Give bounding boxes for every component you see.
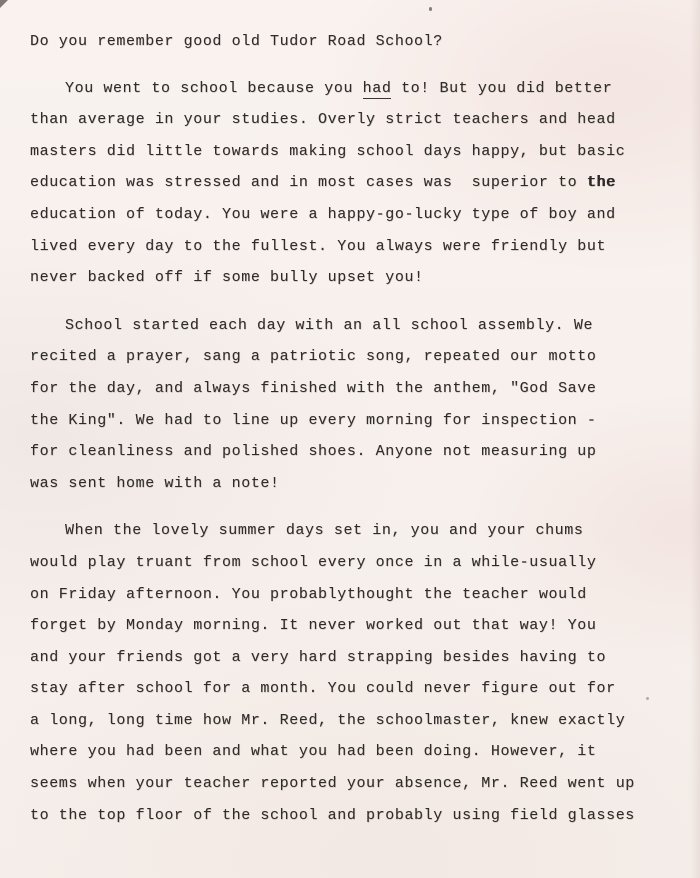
text-line: recited a prayer, sang a patriotic song, repeated our motto	[30, 348, 597, 366]
paragraph-2	[30, 310, 675, 500]
paper-edge-shading	[690, 0, 700, 878]
text-line: for cleanliness and polished shoes. Anyone not measuring up	[30, 443, 597, 461]
text-line: School started each day with an all school assembly. We	[65, 316, 594, 334]
overstruck-word: the	[586, 174, 616, 192]
text-line: would play truant from school every once in a while-usually	[30, 553, 597, 571]
text-line: where you had been and what you had been doing. However, it	[30, 743, 597, 761]
text-line: masters did little towards making school days happy, but basic	[30, 142, 626, 160]
page-content	[30, 26, 675, 831]
text-line: education of today. You were a happy-go-lucky type of boy and	[30, 205, 616, 223]
text-line: forget by Monday morning. It never worked out that way! You	[30, 617, 597, 635]
line-segment: You went to school because you	[65, 79, 363, 97]
text-line: seems when your teacher reported your absence, Mr. Reed went up	[30, 775, 635, 793]
text-line: stay after school for a month. You could never figure out for	[30, 680, 616, 698]
text-line: to the top floor of the school and probably using field glasses	[30, 806, 635, 824]
line-segment: education was stressed and in most cases was superior to	[30, 174, 587, 192]
text-line: and your friends got a very hard strapping besides having to	[30, 648, 607, 666]
line-segment: to! But you did better	[391, 79, 613, 97]
paragraph-3	[30, 515, 675, 831]
text-line	[30, 73, 675, 105]
text-line: the King". We had to line up every morning for inspection -	[30, 411, 597, 429]
text-line	[30, 167, 675, 199]
heading-line: Do you remember good old Tudor Road School?	[30, 33, 443, 50]
underlined-word: had	[362, 79, 392, 97]
text-line: never backed off if some bully upset you!	[30, 269, 424, 287]
scan-dot-artifact	[429, 7, 432, 11]
text-line: on Friday afternoon. You probablythought the teacher would	[30, 585, 587, 603]
document-heading	[30, 26, 675, 58]
scan-corner-speck	[0, 0, 8, 8]
paragraph-1	[30, 73, 675, 294]
text-line: lived every day to the fullest. You always were friendly but	[30, 237, 607, 255]
text-line: When the lovely summer days set in, you and your chums	[65, 522, 584, 540]
text-line: for the day, and always finished with the anthem, "God Save	[30, 379, 597, 397]
text-line: a long, long time how Mr. Reed, the schoolmaster, knew exactly	[30, 711, 626, 729]
text-line: was sent home with a note!	[30, 474, 280, 492]
text-line: than average in your studies. Overly strict teachers and head	[30, 111, 616, 129]
